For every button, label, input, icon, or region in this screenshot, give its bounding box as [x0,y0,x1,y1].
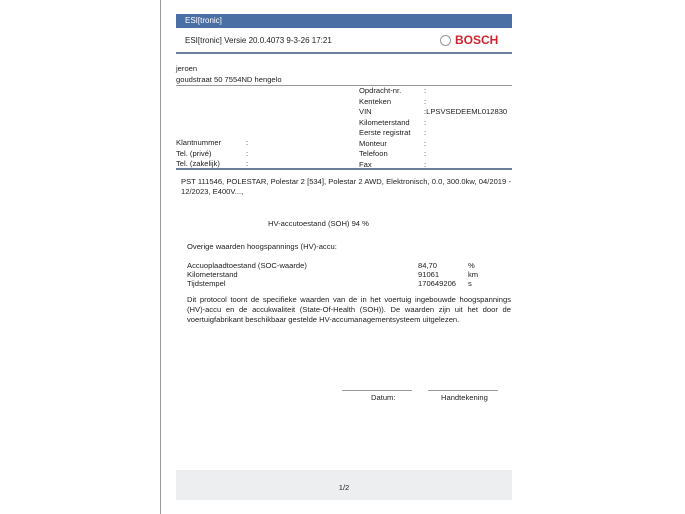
field-value: : [424,86,427,95]
field-value: : [424,159,427,169]
page-number: 1/2 [338,483,350,492]
divider [176,52,512,54]
field-label: Tel. (zakelijk) [176,159,220,168]
date-label: Datum: [371,393,396,402]
value-number: 170649206 [418,279,457,288]
field-label: Eerste registrat [359,128,411,137]
value-unit: km [468,270,479,279]
date-line [342,390,412,391]
field-value: :LPSVSEDEEML012830 [424,107,508,116]
field-label: Telefoon [359,149,388,158]
field-label: Kenteken [359,96,392,106]
field-value: : [424,138,427,148]
protocol-text: Dit protocol toont de specifieke waarden van de in het voertuig ingebouwde hoogspannings (HV)-accu en de accukwaliteit (State-Of-Health (SOH)). De waarden zijn uit het door de voertuigfabrikant beschikbaar gestelde HV-accumanagementsysteem uitgelezen. [187,295,511,324]
field-label: Monteur [359,138,387,148]
field-label: Tel. (privé) [176,148,212,158]
value-unit: % [468,261,475,270]
field-label: Kilometerstand [359,117,410,127]
field-value: : [424,149,427,158]
vehicle-description: PST 111546, POLESTAR, Polestar 2 [534], Polestar 2 AWD, Elektronisch, 0.0, 300.0kw, 04/2019 - 12/2023, E400V..., [181,177,511,196]
field-label: Opdracht-nr. [359,86,402,95]
value-label: Kilometerstand [187,270,238,279]
field-value: : [424,128,427,137]
field-value: : [424,117,427,127]
value-number: 84,70 [418,261,438,270]
brand-name: BOSCH [455,33,499,47]
value-number: 91061 [418,270,440,279]
divider [176,168,512,170]
customer-address: goudstraat 50 7554ND hengelo [176,75,282,84]
version-line: ESI[tronic] Versie 20.0.4073 9-3-26 17:21 [185,36,332,45]
value-label: Accuoplaadtoestand (SOC-waarde) [187,261,307,270]
value-unit: s [468,279,472,288]
field-label: Fax [359,159,372,169]
field-value: : [246,159,249,168]
signature-line [428,390,498,391]
bosch-logo [440,33,498,47]
signature-label: Handtekening [441,393,488,402]
soh-result: HV-accutoestand (SOH) 94 % [268,219,369,228]
field-value: : [246,138,249,147]
page-footer [176,470,512,500]
field-label: VIN [359,107,372,116]
divider [176,85,512,86]
other-values-title: Overige waarden hoogspannings (HV)-accu: [187,242,337,251]
field-value: : [246,148,249,158]
title-bar: ESI[tronic] [176,14,512,28]
field-label: Klantnummer [176,138,222,147]
field-value: : [424,96,427,106]
value-label: Tijdstempel [187,279,226,288]
bosch-armature-icon [440,35,451,46]
customer-name: jeroen [176,64,198,73]
page-border [160,0,161,514]
